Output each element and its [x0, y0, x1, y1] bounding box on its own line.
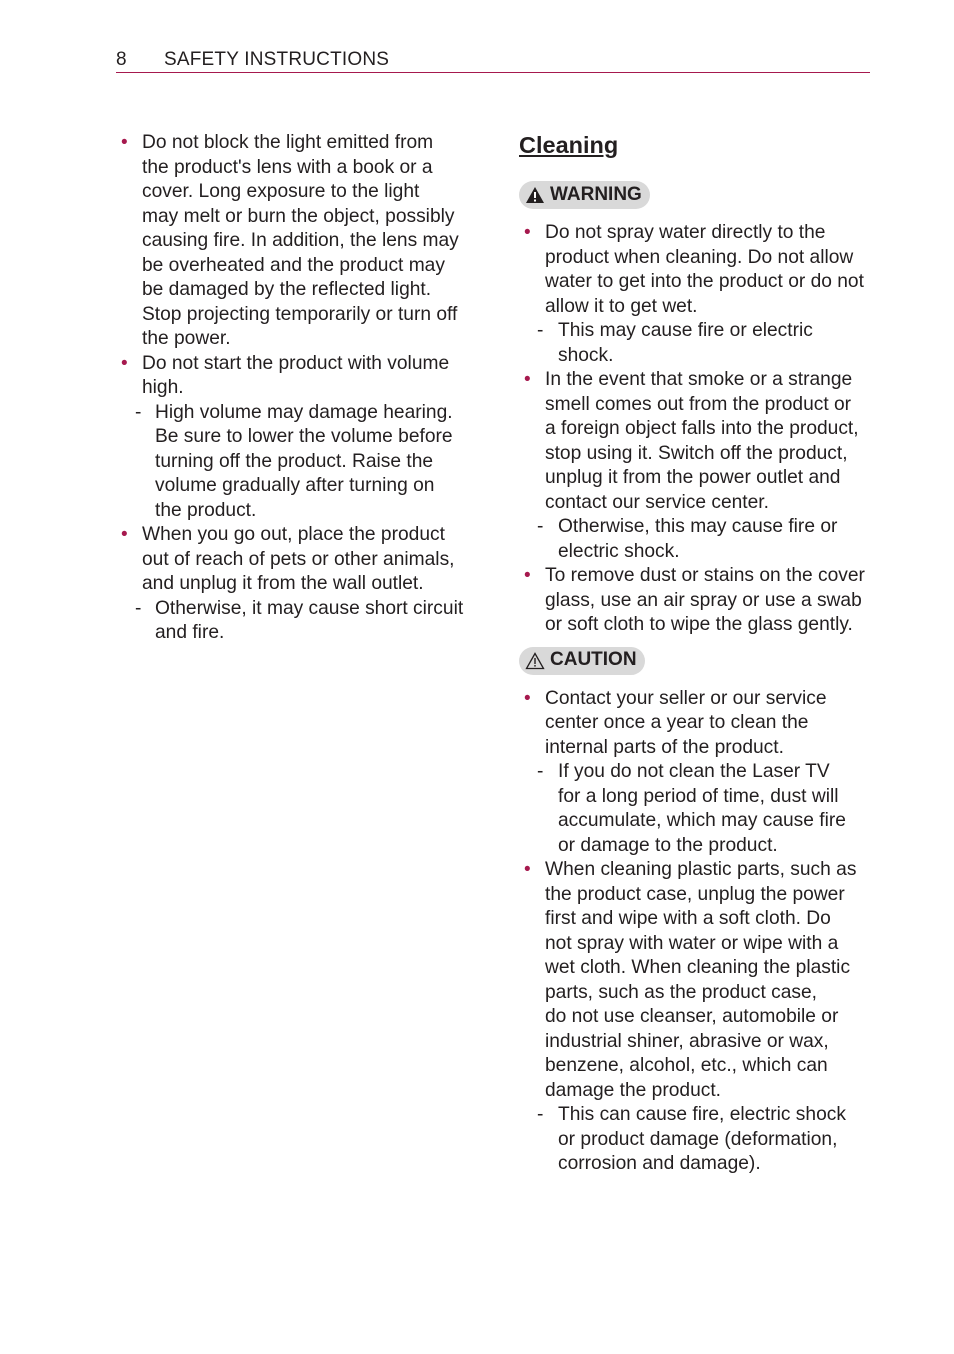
- caution-sub-line: This can cause fire, electric shock: [558, 1104, 846, 1125]
- caution-sub-line: corrosion and damage).: [558, 1153, 761, 1174]
- cleaning-heading: Cleaning: [519, 132, 619, 158]
- warning-bullet-item: [519, 221, 879, 319]
- caution-bullet-line: damage the product.: [545, 1079, 722, 1101]
- sub-dash: -: [537, 1104, 544, 1125]
- caution-sub-line: If you do not clean the Laser TV: [558, 761, 830, 782]
- warning-bullet-item: [519, 368, 879, 515]
- warning-bullet-text: [545, 221, 879, 319]
- warning-bullet-line: glass, use an air spray or use a swab: [545, 589, 862, 611]
- caution-bullet-line: the product case, unplug the power: [545, 883, 845, 905]
- caution-bullet-line: industrial shiner, abrasive or wax,: [545, 1030, 829, 1052]
- left-bullet-line: be damaged by the reflected light.: [142, 279, 432, 300]
- bullet-dot-icon: •: [524, 369, 531, 390]
- left-column: [116, 131, 476, 646]
- warning-sub-line: Otherwise, this may cause fire or: [558, 516, 838, 537]
- sub-dash: -: [537, 516, 544, 537]
- left-sub-line: High volume may damage hearing.: [155, 401, 453, 423]
- bullet-dot-icon: •: [524, 565, 531, 586]
- caution-label: CAUTION: [550, 649, 637, 671]
- caution-bullet-line: internal parts of the product.: [545, 736, 784, 758]
- sub-dash: -: [537, 320, 544, 341]
- warning-bullet-line: or soft cloth to wipe the glass gently.: [545, 614, 853, 635]
- left-sub-item: [116, 597, 476, 646]
- right-column: [519, 131, 879, 1177]
- caution-bullet-line: first and wipe with a soft cloth. Do: [545, 908, 831, 929]
- left-sub-text: [155, 401, 476, 524]
- caution-sub-line: for a long period of time, dust will: [558, 785, 839, 807]
- left-bullet-text: [142, 131, 476, 352]
- caution-bullet-line: benzene, alcohol, etc., which can: [545, 1055, 828, 1076]
- caution-bullet-item: [519, 858, 879, 1103]
- warning-sub-line: shock.: [558, 344, 614, 366]
- left-sub-line: volume gradually after turning on: [155, 475, 435, 496]
- caution-bullet-item: [519, 687, 879, 761]
- left-sub-item: [116, 401, 476, 524]
- warning-bullet-line: smell comes out from the product or: [545, 393, 852, 415]
- caution-sub-line: or damage to the product.: [558, 834, 778, 856]
- caution-list: [519, 687, 879, 1177]
- caution-bullet-line: When cleaning plastic parts, such as: [545, 859, 857, 880]
- sub-dash: -: [135, 401, 142, 423]
- left-bullet-line: the power.: [142, 328, 231, 349]
- left-bullet-line: Stop projecting temporarily or turn off: [142, 303, 458, 325]
- section-title: SAFETY INSTRUCTIONS: [164, 49, 390, 70]
- warning-bullet-text: [545, 368, 879, 515]
- caution-sub-line: accumulate, which may cause fire: [558, 810, 846, 831]
- bullet-dot-icon: •: [524, 687, 531, 709]
- left-sub-line: and fire.: [155, 622, 225, 643]
- caution-sub-line: or product damage (deformation,: [558, 1128, 838, 1150]
- left-sub-line: turning off the product. Raise the: [155, 450, 434, 472]
- warning-sub-item: [519, 319, 879, 368]
- caution-bullet-line: parts, such as the product case,: [545, 981, 817, 1003]
- left-sub-line: Be sure to lower the volume before: [155, 426, 453, 447]
- warning-bullet-text: [545, 564, 879, 638]
- warning-sub-text: [558, 319, 879, 368]
- caution-bullet-text: [545, 687, 879, 761]
- warning-icon: [525, 186, 545, 204]
- left-bullet-text: [142, 523, 476, 597]
- left-bullet-line: high.: [142, 377, 184, 398]
- left-bullet-line: When you go out, place the product: [142, 524, 445, 545]
- caution-sub-text: [558, 1103, 879, 1177]
- warning-bullet-line: product when cleaning. Do not allow: [545, 246, 854, 268]
- left-bullet-line: may melt or burn the object, possibly: [142, 205, 455, 227]
- warning-label: WARNING: [550, 183, 642, 205]
- left-bullet-text: [142, 352, 476, 401]
- caution-sub-item: [519, 1103, 879, 1177]
- left-bullet-line: be overheated and the product may: [142, 254, 445, 276]
- left-bullet-line: and unplug it from the wall outlet.: [142, 573, 424, 594]
- left-bullet-line: Do not block the light emitted from: [142, 132, 434, 153]
- warning-bullet-item: [519, 564, 879, 638]
- caution-bullet-line: center once a year to clean the: [545, 712, 809, 733]
- left-bullet-line: the product's lens with a book or a: [142, 156, 433, 178]
- warning-bullet-line: allow it to get wet.: [545, 295, 698, 317]
- caution-bullet-line: Contact your seller or our service: [545, 687, 827, 709]
- warning-bullet-line: unplug it from the power outlet and: [545, 467, 841, 488]
- warning-bullet-line: stop using it. Switch off the product,: [545, 442, 848, 464]
- warning-bullet-line: water to get into the product or do not: [545, 271, 864, 292]
- warning-sub-line: This may cause fire or electric: [558, 320, 813, 341]
- left-bullet-line: causing fire. In addition, the lens may: [142, 230, 459, 251]
- caution-bullet-line: not spray with water or wipe with a: [545, 932, 839, 954]
- left-bullet-line: out of reach of pets or other animals,: [142, 548, 455, 570]
- caution-icon: [525, 652, 545, 670]
- caution-bullet-line: do not use cleanser, automobile or: [545, 1006, 839, 1027]
- warning-bullet-line: In the event that smoke or a strange: [545, 369, 853, 390]
- caution-badge: [519, 647, 645, 675]
- warning-bullet-line: To remove dust or stains on the cover: [545, 565, 865, 586]
- bullet-dot-icon: •: [121, 352, 128, 374]
- bullet-dot-icon: •: [524, 859, 531, 880]
- left-bullet-line: cover. Long exposure to the light: [142, 181, 420, 202]
- warning-sub-item: [519, 515, 879, 564]
- caution-sub-text: [558, 760, 879, 858]
- warning-bullet-line: contact our service center.: [545, 491, 769, 513]
- left-bullet-item: [116, 523, 476, 597]
- sub-dash: -: [135, 597, 142, 619]
- sub-dash: -: [537, 761, 544, 782]
- bullet-dot-icon: •: [524, 222, 531, 243]
- left-bullet-line: Do not start the product with volume: [142, 352, 450, 374]
- left-sub-line: Otherwise, it may cause short circuit: [155, 597, 464, 619]
- left-bullet-item: [116, 131, 476, 352]
- page-header: [116, 44, 870, 73]
- warning-sub-text: [558, 515, 879, 564]
- left-bullet-item: [116, 352, 476, 401]
- warning-bullet-line: a foreign object falls into the product,: [545, 418, 859, 439]
- warning-badge: [519, 181, 650, 209]
- warning-list: [519, 221, 879, 638]
- warning-sub-line: electric shock.: [558, 540, 680, 562]
- bullet-dot-icon: •: [121, 132, 128, 153]
- caution-sub-item: [519, 760, 879, 858]
- page-number: 8: [116, 49, 127, 70]
- caution-bullet-line: wet cloth. When cleaning the plastic: [545, 957, 851, 978]
- left-sub-text: [155, 597, 476, 646]
- caution-bullet-text: [545, 858, 879, 1103]
- left-sub-line: the product.: [155, 499, 257, 521]
- bullet-dot-icon: •: [121, 524, 128, 545]
- warning-bullet-line: Do not spray water directly to the: [545, 222, 826, 243]
